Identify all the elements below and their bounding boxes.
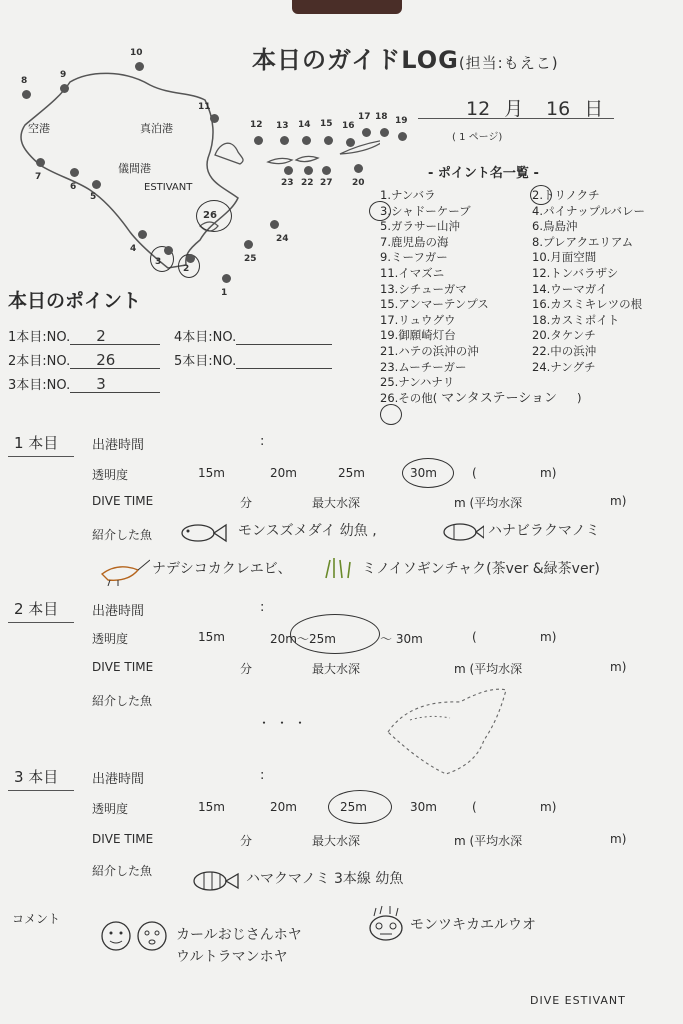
list-item: 22.中の浜沖 (532, 343, 597, 358)
map-point-18 (380, 128, 389, 137)
list-item: 6.鳥島沖 (532, 219, 578, 234)
dive3-min: 分 (240, 834, 253, 848)
dive2-vis-20-25: 20m～25m (270, 632, 336, 646)
row-underline (236, 344, 332, 345)
dive1-vis-15: 15m (198, 466, 225, 480)
dive1-avg-depth: m (平均水深 (454, 496, 523, 510)
fish-icon-clownfish (190, 868, 240, 894)
map-label-1: 1 (221, 288, 228, 298)
dive3-vis-30: 30m (410, 800, 437, 814)
map-label-15: 15 (320, 119, 333, 129)
dive1-vis-30: 30m (410, 466, 437, 480)
other-label: 26.その他( (380, 390, 438, 405)
row-underline (70, 344, 160, 345)
row-underline (70, 368, 160, 369)
map-label-12: 12 (250, 120, 263, 130)
map-label-26: 26 (203, 210, 217, 221)
dive3-heading: 3 本目 (14, 768, 59, 786)
dive1-underline (8, 456, 74, 457)
row-label: 3本目:NO. (8, 378, 71, 393)
map-label-22: 22 (301, 178, 314, 188)
map-label-13: 13 (276, 121, 289, 131)
dive1-depart: 出港時間 (92, 438, 145, 453)
map-label-9: 9 (60, 70, 67, 80)
map-point-6 (70, 168, 79, 177)
manta-ray-icon (380, 680, 510, 780)
map-label-5: 5 (90, 192, 97, 202)
map-label-10: 10 (130, 48, 143, 58)
dive1-fish-2b: ミノイソギンチャク(茶ver &緑茶ver) (362, 561, 600, 577)
dive3-vis-m: m) (540, 800, 557, 814)
map-point-4 (138, 230, 147, 239)
map-label-25: 25 (244, 254, 257, 264)
row-underline (70, 392, 160, 393)
map-point-2 (186, 254, 195, 263)
dive3-vis-paren: ( (472, 800, 477, 814)
place-airport: 空港 (28, 122, 50, 135)
clipboard-clip (292, 0, 402, 14)
row-label: 2本目:NO. (8, 354, 71, 369)
list-item: 1.ナンバラ (380, 188, 436, 202)
map-point-22 (304, 166, 313, 175)
dive3-vis-label: 透明度 (92, 802, 129, 816)
dive3-vis-20: 20m (270, 800, 297, 814)
place-matomari: 真泊港 (140, 122, 173, 135)
dive2-min: 分 (240, 662, 253, 676)
today-row-1-right: 4本目:NO. (174, 330, 237, 345)
map-point-7 (36, 158, 45, 167)
map-label-14: 14 (298, 120, 311, 130)
dive1-vis-m: m) (540, 466, 557, 480)
map-point-8 (22, 90, 31, 99)
dive3-depart: 出港時間 (92, 772, 145, 787)
dive2-fish-label: 紹介した魚 (92, 694, 153, 708)
map-point-27 (322, 166, 331, 175)
list-item: 20.タケンチ (532, 328, 596, 343)
dive1-vis-circle (402, 458, 454, 488)
map-point-17 (362, 128, 371, 137)
dive3-m-close: m) (610, 832, 627, 846)
today-row-2-right: 5本目:NO. (174, 354, 237, 369)
date-underline (418, 118, 614, 119)
list-item: 12.トンバラザシ (532, 265, 619, 280)
comment-line-3: モンツキカエルウオ (410, 917, 536, 933)
point-list-heading: - ポイント名一覧 - (428, 166, 539, 181)
list-item: 17.リュウグウ (380, 312, 456, 327)
dive1-heading: 1 本目 (14, 434, 59, 452)
dive2-heading: 2 本目 (14, 600, 59, 618)
map-point-1 (222, 274, 231, 283)
dive3-colon: : (260, 768, 265, 783)
list-item: 25.ナンハナリ (380, 375, 455, 390)
row-underline (236, 368, 332, 369)
islet-2 (296, 156, 318, 161)
other-value: マンタステーション (441, 390, 557, 406)
map-label-3: 3 (155, 257, 162, 267)
list-item: 10.月面空間 (532, 250, 597, 265)
staff-text: (担当:もえこ) (458, 54, 559, 72)
month-unit: 月 (504, 98, 524, 120)
day-unit: 日 (584, 98, 604, 120)
map-point-19 (398, 132, 407, 141)
dive1-m-close: m) (610, 494, 627, 508)
map-label-17: 17 (358, 112, 371, 122)
list-item: 11.イマズニ (380, 265, 445, 280)
list-item: 4.パイナップルバレー (532, 203, 645, 218)
dive2-vis-label: 透明度 (92, 632, 129, 646)
map-point-25 (244, 240, 253, 249)
dive2-m-close: m) (610, 660, 627, 674)
comment-line-2: ウルトラマンホヤ (176, 949, 288, 965)
circle-mark-3 (369, 201, 391, 221)
dive1-vis-paren: ( (472, 466, 477, 480)
map-point-12 (254, 136, 263, 145)
dive1-vis-20: 20m (270, 466, 297, 480)
map-point-23 (284, 166, 293, 175)
dive2-colon: : (260, 600, 265, 615)
list-item: 9.ミーフガー (380, 250, 448, 265)
map-point-11 (210, 114, 219, 123)
month-value: 12 (466, 98, 491, 120)
map-point-16 (346, 138, 355, 147)
comment-line-1: カールおじさんホヤ (176, 927, 302, 943)
map-label-6: 6 (70, 182, 77, 192)
map-point-5 (92, 180, 101, 189)
dive1-fish-2a: ナデシコカクレエビ、 (152, 561, 292, 577)
list-item: 8.プレアクエリアム (532, 234, 634, 249)
map-point-20 (354, 164, 363, 173)
dive3-fish-label: 紹介した魚 (92, 864, 153, 878)
dive3-vis-25: 25m (340, 800, 367, 814)
dive3-max-depth: 最大水深 (312, 834, 361, 848)
row-value: 26 (96, 351, 116, 369)
dive1-fish-1a: モンスズメダイ 幼魚 , (238, 523, 377, 539)
list-item: 5.ガラサー山沖 (380, 219, 460, 234)
map-label-23: 23 (281, 178, 294, 188)
dive2-time-label: DIVE TIME (92, 660, 154, 674)
list-item: 3.シャドーケーブ (380, 203, 471, 218)
dive2-vis-circle (290, 614, 380, 654)
row-value: 2 (96, 327, 106, 345)
today-points-heading: 本日のポイント (8, 290, 142, 312)
map-label-7: 7 (35, 172, 42, 182)
fish-icon-anemonefish (440, 520, 484, 544)
fish-icon-damsel (176, 520, 230, 546)
map-point-13 (280, 136, 289, 145)
map-point-9 (60, 84, 69, 93)
dive3-avg-depth: m (平均水深 (454, 834, 523, 848)
day-value: 16 (546, 98, 571, 120)
blenny-icon (366, 904, 406, 944)
list-item: 21.ハテの浜沖の沖 (380, 343, 479, 358)
list-item: 2.トリノクチ (532, 188, 600, 202)
dive2-underline (8, 622, 74, 623)
map-label-18: 18 (375, 112, 388, 122)
dive3-fish-1: ハマクマノミ 3本線 幼魚 (246, 871, 404, 887)
dive3-underline (8, 790, 74, 791)
list-item: 7.鹿児島の海 (380, 234, 449, 249)
dive1-colon: : (260, 434, 265, 449)
map-label-16: 16 (342, 121, 355, 131)
list-item: 24.ナングチ (532, 359, 596, 374)
dive1-min: 分 (240, 496, 253, 510)
anemone-icon (320, 554, 354, 580)
shrimp-icon (98, 556, 150, 586)
dive2-max-depth: 最大水深 (312, 662, 361, 676)
dive1-max-depth: 最大水深 (312, 496, 361, 510)
map-label-20: 20 (352, 178, 365, 188)
dive3-vis-circle (328, 790, 392, 824)
map-point-3 (164, 246, 173, 255)
dive2-vis-30: 〜 30m (380, 632, 423, 646)
row-value: 3 (96, 375, 106, 393)
list-item: 14.ウーマガイ (532, 281, 608, 296)
place-gima: 儀間港 (118, 162, 151, 175)
dive1-vis-25: 25m (338, 466, 365, 480)
footer-brand: DIVE ESTIVANT (530, 994, 626, 1007)
list-item: 18.カスミポイト (532, 312, 620, 327)
map-label-8: 8 (21, 76, 28, 86)
title-text: 本日のガイドLOG (252, 46, 459, 74)
sea-squirt-icon (100, 918, 170, 954)
islet-1 (268, 158, 292, 163)
map-point-14 (302, 136, 311, 145)
dive1-vis-label: 透明度 (92, 468, 129, 482)
today-row-3-left (8, 374, 106, 393)
dive1-fish-1b: ハナビラクマノミ (488, 523, 600, 539)
page-number: ( 1 ページ) (452, 132, 503, 143)
list-item: 16.カスミキレツの根 (532, 297, 643, 312)
small-island-1 (215, 143, 243, 164)
list-item: 13.シチューガマ (380, 281, 467, 296)
dive3-vis-15: 15m (198, 800, 225, 814)
map-label-2: 2 (183, 264, 190, 274)
today-row-1-left (8, 326, 106, 345)
list-item: 23.ムーチーガー (380, 359, 467, 374)
today-row-2-left (8, 350, 115, 369)
point-list-right (532, 188, 645, 375)
list-item-other: 26.その他( マンタステーション ) (380, 390, 582, 406)
dive3-time-label: DIVE TIME (92, 832, 154, 846)
dive2-dots: ・・・ (258, 716, 313, 730)
row-label: 1本目:NO. (8, 330, 71, 345)
dive1-fish-label: 紹介した魚 (92, 528, 153, 542)
map-point-10 (135, 62, 144, 71)
list-item: 15.アンマーテンプス (380, 297, 489, 312)
place-estivant: ESTIVANT (144, 182, 193, 193)
dive2-vis-15: 15m (198, 630, 225, 644)
map-label-27: 27 (320, 178, 333, 188)
map-label-11: 11 (198, 102, 211, 112)
list-item: 19.御願崎灯台 (380, 328, 456, 343)
map-point-15 (324, 136, 333, 145)
dive2-depart: 出港時間 (92, 604, 145, 619)
dive2-avg-depth: m (平均水深 (454, 662, 523, 676)
dive2-vis-m: m) (540, 630, 557, 644)
date-day (546, 94, 603, 121)
map-label-24: 24 (276, 234, 289, 244)
map-point-24 (270, 220, 279, 229)
dive1-time-label: DIVE TIME (92, 494, 154, 508)
comment-label: コメント (12, 912, 61, 926)
circle-mark-2 (530, 185, 552, 205)
dive2-vis-paren: ( (472, 630, 477, 644)
map-label-4: 4 (130, 244, 137, 254)
circle-mark-26 (380, 404, 402, 425)
map-label-19: 19 (395, 116, 408, 126)
date-month (466, 94, 523, 121)
